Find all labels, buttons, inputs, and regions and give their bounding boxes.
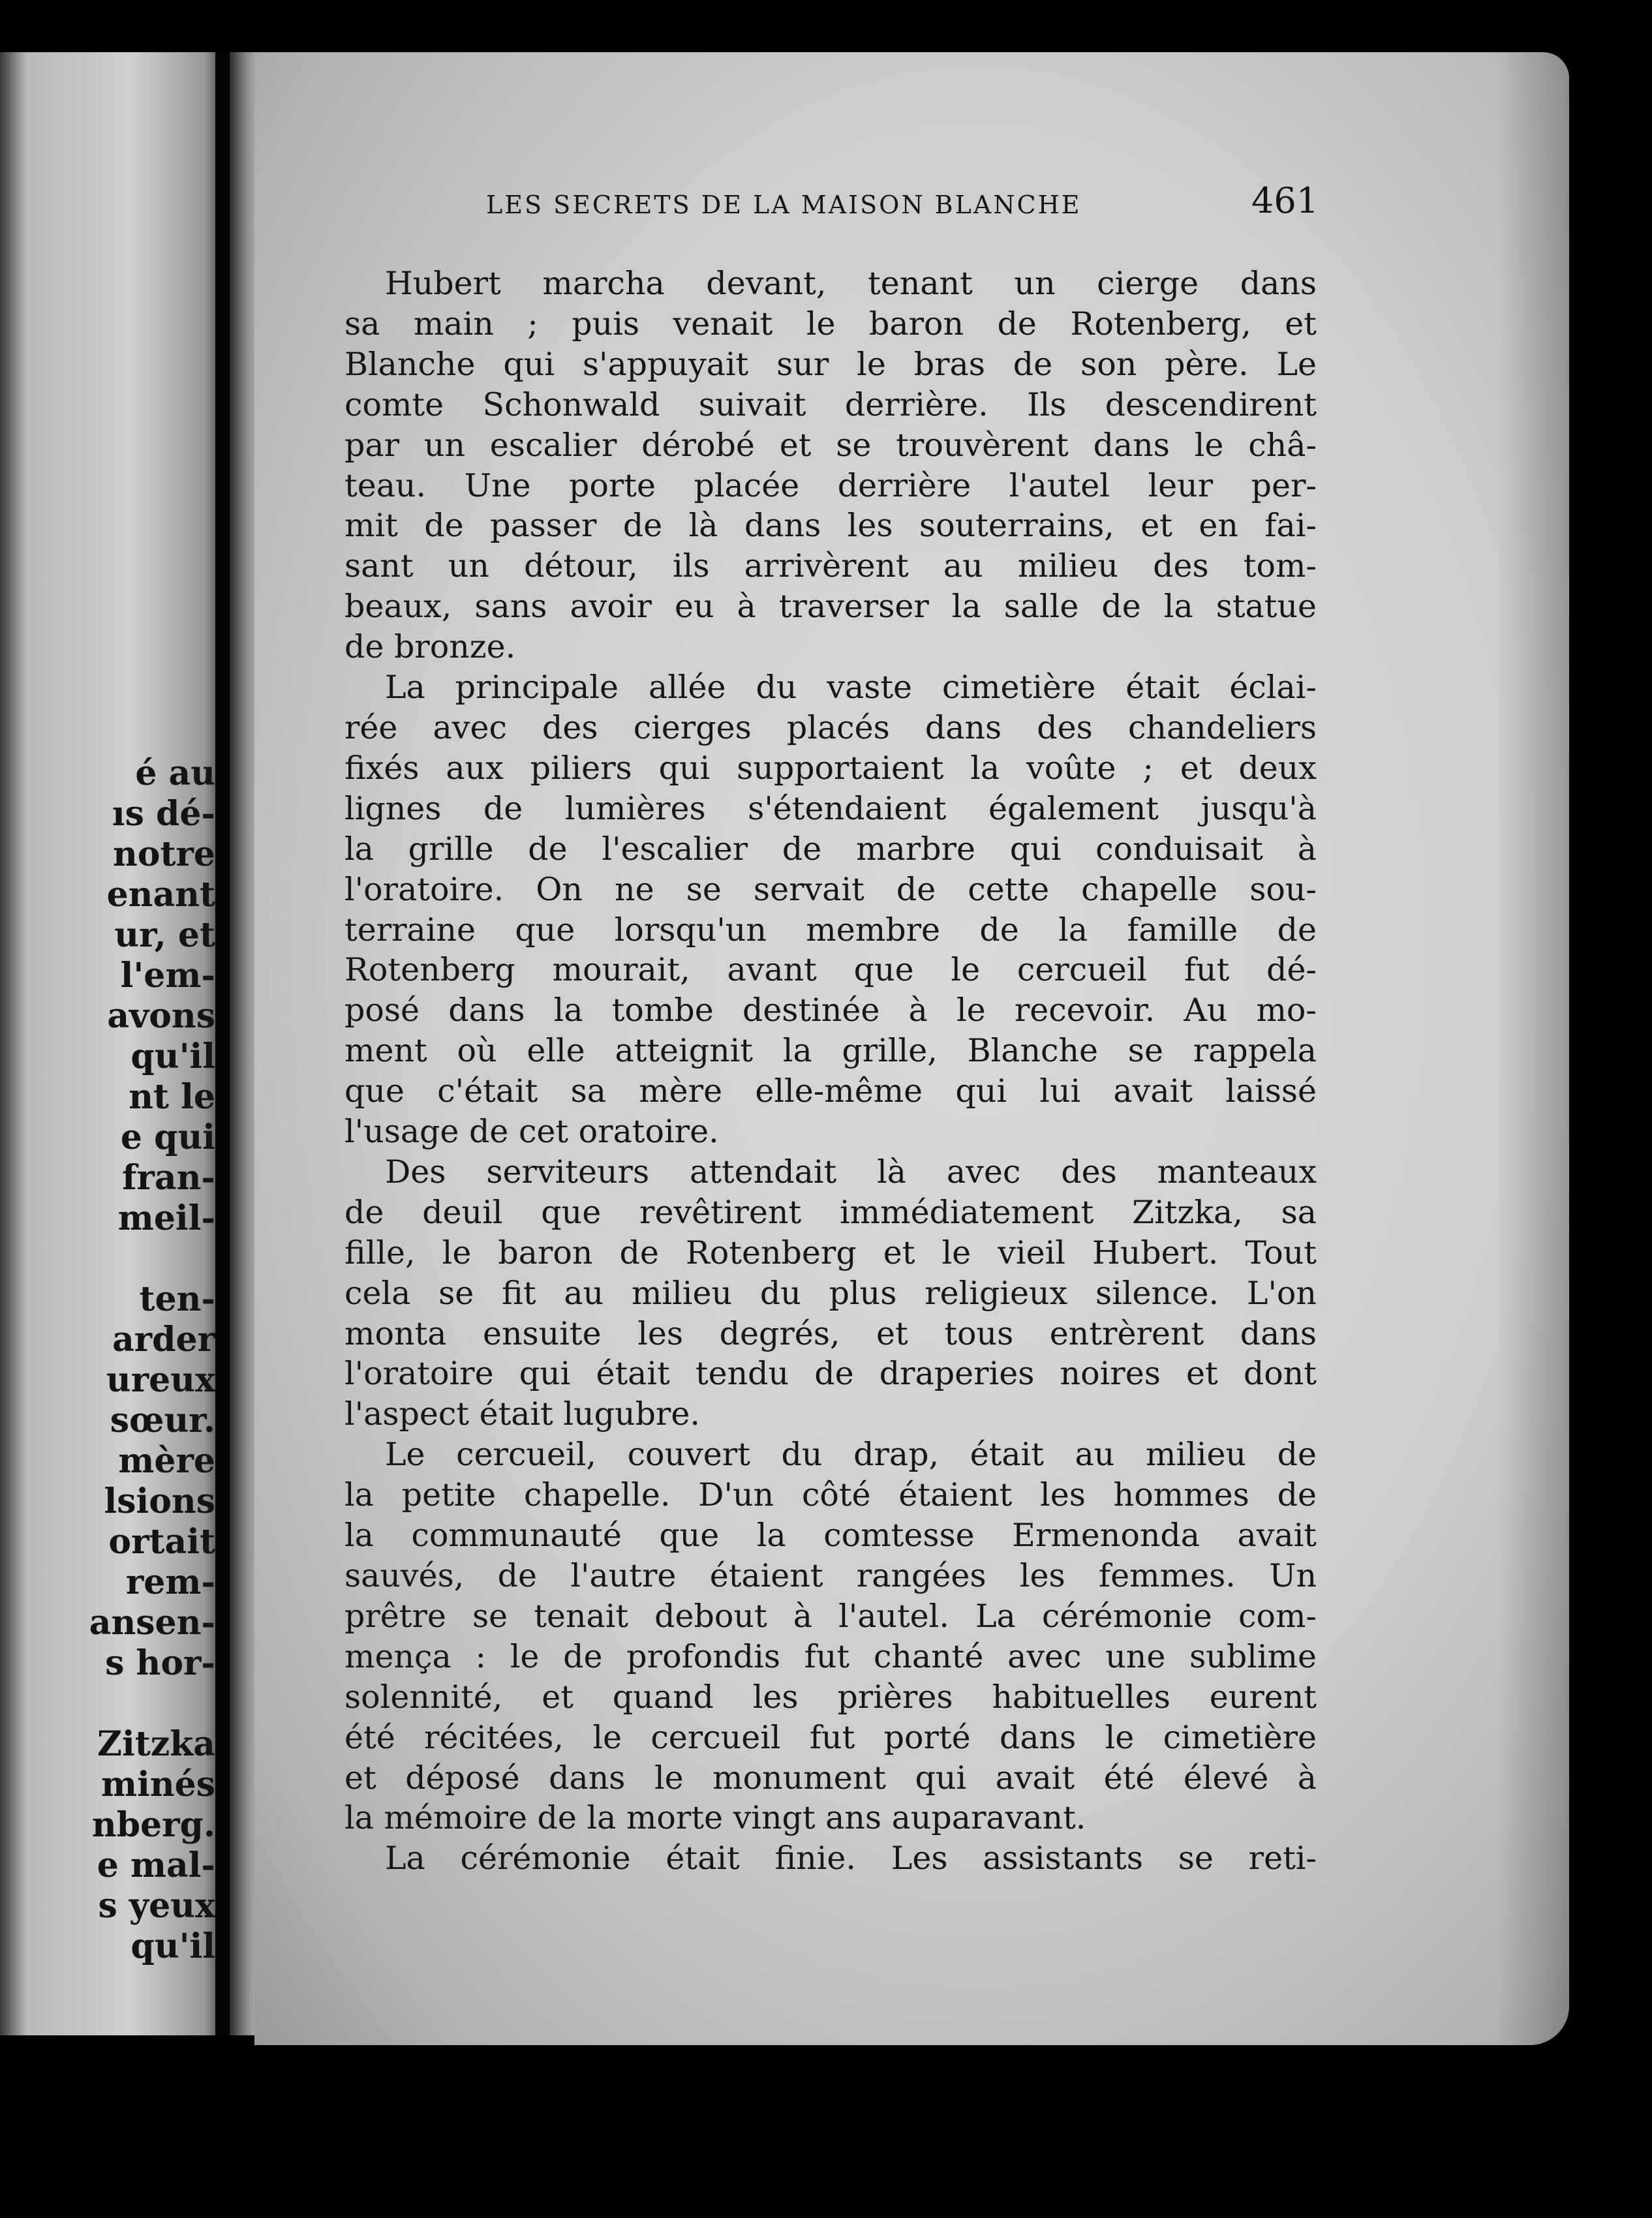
text-line: solennité, et quand les prières habituelles eurent xyxy=(344,1678,1317,1716)
text-line: ment où elle atteignit la grille, Blanche se rappela xyxy=(344,1032,1317,1070)
left-page-fragment: e mal- xyxy=(97,1846,215,1885)
page-edge-shadow xyxy=(1497,52,1569,2045)
text-line: l'oratoire qui était tendu de draperies noires et dont xyxy=(344,1355,1317,1393)
paragraph xyxy=(344,1838,1317,1879)
text-line: l'usage de cet oratoire. xyxy=(344,1113,719,1151)
text-line: mença : le de profondis fut chanté avec une sublime xyxy=(344,1637,1317,1675)
left-page-fragment: arder xyxy=(112,1320,215,1360)
text-line: que c'était sa mère elle-même qui lui avait laissé xyxy=(344,1072,1317,1110)
left-page-fragment: Zitzka xyxy=(97,1724,215,1764)
left-page-fragment: l'em- xyxy=(120,956,215,995)
text-line: rée avec des cierges placés dans des chandeliers xyxy=(344,708,1317,746)
left-page-fragment: sœur. xyxy=(110,1401,215,1440)
text-line: sant un détour, ils arrivèrent au milieu des tom- xyxy=(344,547,1317,585)
text-line: la grille de l'escalier de marbre qui conduisait à xyxy=(344,830,1317,868)
text-line: teau. Une porte placée derrière l'autel leur per- xyxy=(344,466,1317,504)
left-page-fragment: rem- xyxy=(125,1562,215,1602)
left-page-fragment: notre xyxy=(113,834,215,874)
paragraph xyxy=(344,1435,1317,1838)
left-page-fragment: nt le xyxy=(129,1077,215,1117)
text-line: la petite chapelle. D'un côté étaient les hommes de xyxy=(344,1476,1317,1514)
left-page-fragment: minés xyxy=(101,1765,215,1804)
left-page-fragment: s hor- xyxy=(105,1643,215,1683)
book-spine-shadow xyxy=(215,52,230,2035)
bleed-through-shadow xyxy=(372,1915,1351,1951)
left-page-fragment: ur, et xyxy=(114,915,215,955)
paragraph xyxy=(344,1152,1317,1435)
text-line: Des serviteurs attendait là avec des manteaux xyxy=(385,1153,1317,1191)
text-line: fille, le baron de Rotenberg et le vieil Hubert. Tout xyxy=(344,1234,1317,1271)
text-line: Le cercueil, couvert du drap, était au milieu de xyxy=(385,1436,1317,1474)
paragraph xyxy=(344,667,1317,1152)
left-page-fragment xyxy=(7,1239,215,1279)
text-line: et déposé dans le monument qui avait été élevé à xyxy=(344,1759,1317,1797)
left-page-fragment: ureux xyxy=(106,1360,215,1400)
body-text xyxy=(344,264,1317,1879)
text-line: l'oratoire. On ne se servait de cette chapelle sou- xyxy=(344,870,1317,908)
text-line: La principale allée du vaste cimetière était éclai- xyxy=(385,669,1317,706)
text-line: de bronze. xyxy=(344,628,516,666)
text-line: Blanche qui s'appuyait sur le bras de son père. Le xyxy=(344,345,1317,383)
text-line: terraine que lorsqu'un membre de la famille de xyxy=(344,911,1317,949)
left-page-edge xyxy=(0,52,222,2035)
text-line: comte Schonwald suivait derrière. Ils descendirent xyxy=(344,386,1317,423)
text-line: de deuil que revêtirent immédiatement Zitzka, sa xyxy=(344,1193,1317,1231)
text-line: posé dans la tombe destinée à le recevoir. Au mo- xyxy=(344,992,1317,1029)
text-line: par un escalier dérobé et se trouvèrent dans le châ- xyxy=(344,426,1317,464)
left-page-fragment: ortait xyxy=(108,1522,215,1562)
paragraph xyxy=(344,264,1317,667)
left-page-fragment: meil- xyxy=(117,1198,215,1238)
left-page-fragment: ten- xyxy=(139,1279,215,1319)
text-line: monta ensuite les degrés, et tous entrèrent dans xyxy=(344,1314,1317,1352)
text-line: prêtre se tenait debout à l'autel. La cérémonie com- xyxy=(344,1597,1317,1635)
text-line: la communauté que la comtesse Ermenonda avait xyxy=(344,1517,1317,1555)
text-line: mit de passer de là dans les souterrains, et en fai- xyxy=(344,507,1317,545)
left-page-fragment: ıs dé- xyxy=(112,794,215,834)
text-line: Rotenberg mourait, avant que le cercueil fut dé- xyxy=(344,951,1317,989)
left-page-fragment xyxy=(7,1684,215,1724)
left-page-fragment: s yeux xyxy=(98,1886,215,1926)
text-line: La cérémonie était finie. Les assistants se reti- xyxy=(385,1840,1317,1877)
left-page-fragment: é au xyxy=(135,753,215,793)
left-page-fragment: fran- xyxy=(122,1158,215,1198)
text-line: sauvés, de l'autre étaient rangées les femmes. Un xyxy=(344,1557,1317,1594)
left-page-fragment: ansen- xyxy=(89,1603,215,1643)
text-line: été récitées, le cercueil fut porté dans le cimetière xyxy=(344,1718,1317,1756)
text-line: lignes de lumières s'étendaient également jusqu'à xyxy=(344,789,1317,827)
text-line: l'aspect était lugubre. xyxy=(344,1395,700,1433)
running-header-title: LES SECRETS DE LA MAISON BLANCHE xyxy=(486,190,1082,219)
text-line: la mémoire de la morte vingt ans auparavant. xyxy=(344,1799,1086,1837)
left-page-fragment: avons xyxy=(107,996,215,1036)
left-page-fragment: qu'il xyxy=(130,1037,215,1076)
text-line: sa main ; puis venait le baron de Rotenberg, et xyxy=(344,305,1317,342)
left-page-fragment: mère xyxy=(118,1441,215,1481)
left-page-fragment: nberg. xyxy=(91,1805,215,1845)
text-line: Hubert marcha devant, tenant un cierge dans xyxy=(385,265,1317,302)
left-page-fragment: e qui xyxy=(120,1117,215,1157)
left-page-fragment: enant xyxy=(106,875,215,915)
text-line: beaux, sans avoir eu à traverser la salle de la statue xyxy=(344,588,1317,626)
left-page-fragment: lsions xyxy=(104,1481,215,1521)
text-line: cela se fit au milieu du plus religieux silence. L'on xyxy=(344,1274,1317,1312)
text-line: fixés aux piliers qui supportaient la voûte ; et deux xyxy=(344,749,1317,787)
left-page-text-fragments xyxy=(7,753,215,1967)
page-number: 461 xyxy=(1251,180,1319,221)
left-page-fragment: qu'il xyxy=(130,1926,215,1966)
